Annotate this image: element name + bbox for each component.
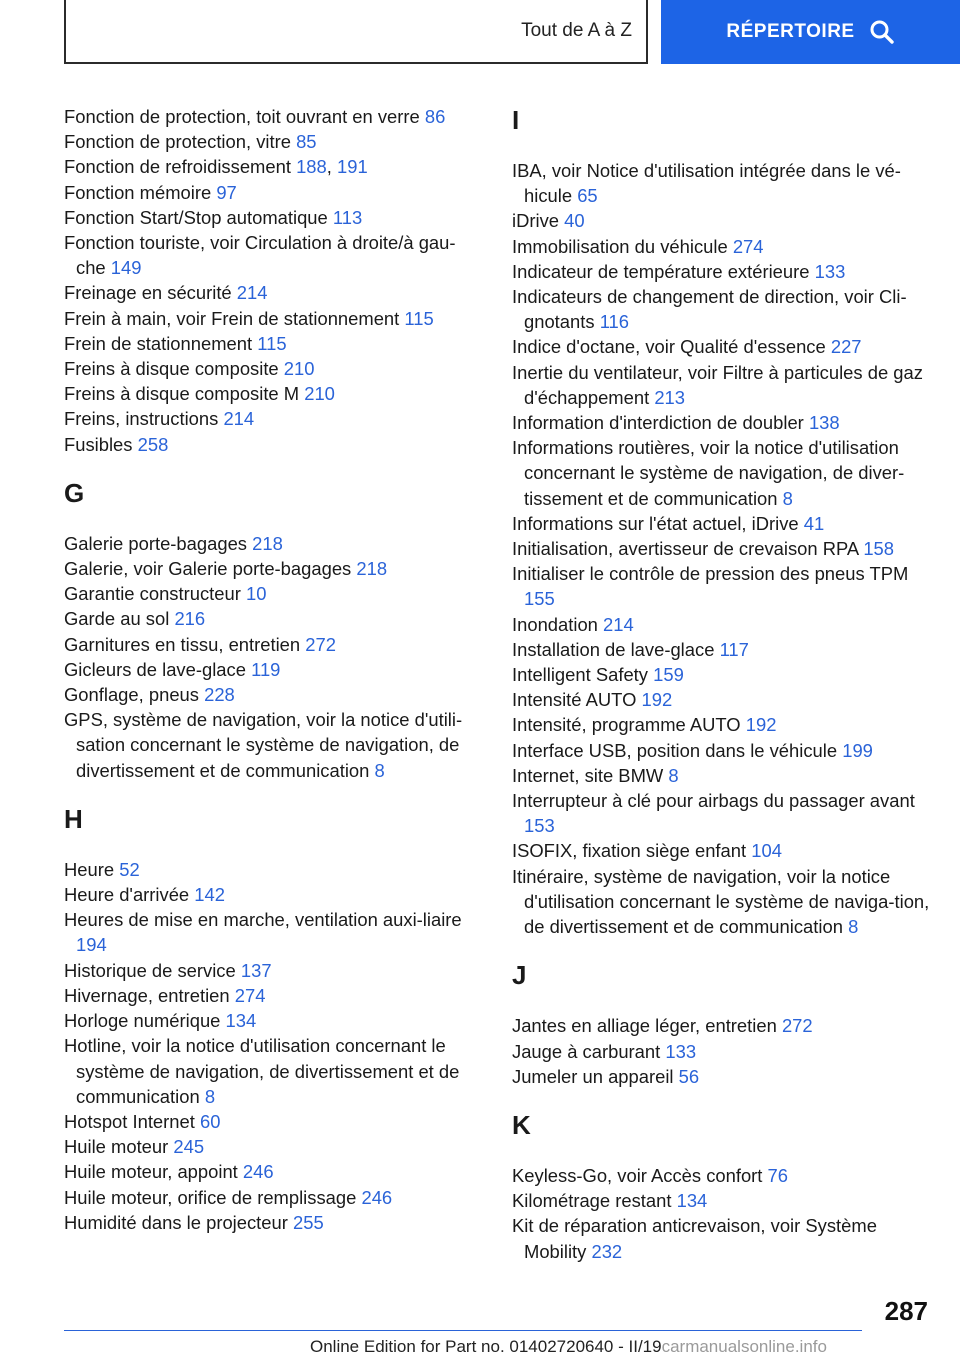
- index-entry: [64, 857, 484, 882]
- index-entry: [512, 1064, 932, 1089]
- index-entry-text: Immobilisation du véhicule: [512, 235, 728, 257]
- index-entry: [512, 360, 932, 410]
- index-entry-text: ISOFIX, fixation siège enfant: [512, 840, 747, 862]
- index-entry-text: Humidité dans le projecteur: [64, 1211, 288, 1233]
- page-link[interactable]: 133: [665, 1040, 697, 1062]
- index-letter: I: [512, 105, 520, 135]
- page-link[interactable]: 8: [204, 1085, 216, 1107]
- index-entry: [64, 306, 484, 331]
- index-entry-text: Garnitures en tissu, entretien: [64, 633, 301, 655]
- page-link[interactable]: 232: [591, 1240, 623, 1262]
- page-link[interactable]: 104: [751, 840, 782, 862]
- page-link[interactable]: 245: [173, 1136, 205, 1158]
- index-entry-text: Installation de lave-glace: [512, 638, 715, 660]
- index-entry-text: Fonction de refroidissement: [64, 156, 291, 178]
- index-entry-text: Huile moteur, orifice de remplissage: [64, 1186, 357, 1208]
- index-entry: Fonction de refroidissement 188, 191: [64, 156, 368, 178]
- section-header: [64, 0, 648, 64]
- page-link[interactable]: 218: [356, 558, 388, 580]
- index-entry: [512, 208, 932, 233]
- index-entry-text: Freins, instructions: [64, 408, 219, 430]
- index-letter: H: [64, 803, 83, 834]
- index-entry: [64, 104, 484, 129]
- page-link[interactable]: 218: [252, 532, 283, 554]
- page-link[interactable]: 115: [404, 307, 434, 329]
- page-link[interactable]: 214: [603, 613, 634, 635]
- index-entry: [512, 511, 932, 536]
- page-link[interactable]: 213: [654, 386, 685, 408]
- page-number: 287: [884, 1296, 928, 1326]
- index-entry-text: Kit de réparation anticrevaison, voir Système Mobility: [512, 1215, 877, 1262]
- index-entry: [512, 712, 932, 737]
- index-entry-text: Hotspot Internet: [64, 1110, 195, 1132]
- index-entry-text: Information d'interdiction de doubler: [512, 412, 804, 434]
- index-entry-text: Intelligent Safety: [512, 664, 648, 686]
- index-entry: [64, 432, 484, 457]
- index-entry-text: Fonction mémoire: [64, 181, 212, 203]
- page-link[interactable]: 97: [216, 181, 237, 203]
- index-entry-text: Inondation: [512, 613, 598, 635]
- index-entry: [512, 334, 932, 359]
- page-link[interactable]: 142: [194, 884, 225, 906]
- index-entry-text: Garde au sol: [64, 608, 170, 630]
- index-entry-text: Heure: [64, 858, 115, 880]
- index-entry-text: Fonction touriste, voir Circulation à droite/à gau-che: [64, 232, 456, 279]
- index-entry: [64, 1008, 484, 1033]
- index-entry: [64, 1109, 484, 1134]
- index-entry-text: Jauge à carburant: [512, 1040, 661, 1062]
- page-link[interactable]: 155: [524, 588, 555, 610]
- index-entry-text: Internet, site BMW: [512, 764, 664, 786]
- index-entry: [512, 410, 932, 435]
- index-entry: [512, 738, 932, 763]
- index-entry-text: Keyless-Go, voir Accès confort: [512, 1164, 763, 1186]
- page-link[interactable]: 133: [814, 260, 846, 282]
- index-letter: K: [512, 1109, 531, 1140]
- footer: [310, 1337, 827, 1357]
- index-letter: G: [64, 477, 85, 508]
- page-link[interactable]: 52: [119, 858, 140, 880]
- index-entry: [64, 581, 484, 606]
- index-letter: J: [512, 960, 527, 991]
- index-entry: [512, 284, 932, 334]
- index-entry-text: Informations sur l'état actuel, iDrive: [512, 512, 799, 534]
- index-tab[interactable]: [661, 0, 960, 64]
- footer-divider: [64, 1330, 862, 1331]
- index-entry-text: Itinéraire, système de navigation, voir la notice d'utilisation concernant le système de naviga-tion, de divertissement et de communication: [512, 865, 930, 938]
- index-entry: [64, 1185, 484, 1210]
- page-link[interactable]: 65: [577, 185, 598, 207]
- index-entry: [512, 158, 932, 208]
- page-link[interactable]: 56: [678, 1065, 700, 1087]
- page-link[interactable]: 137: [240, 959, 272, 981]
- index-entry: [64, 983, 484, 1008]
- page-link[interactable]: 272: [781, 1015, 813, 1037]
- section-title: Tout de A à Z: [521, 20, 632, 41]
- page-link[interactable]: 246: [242, 1161, 274, 1183]
- page-link[interactable]: 158: [863, 538, 894, 560]
- page-link[interactable]: 194: [76, 934, 107, 956]
- footer-edition: Online Edition for Part no. 01402720640 - II/19: [310, 1337, 662, 1356]
- index-entry-text: Freinage en sécurité: [64, 282, 232, 304]
- index-entry-text: Huile moteur, appoint: [64, 1161, 238, 1183]
- page-link[interactable]: 214: [223, 408, 255, 430]
- index-column-right: [512, 104, 932, 1264]
- index-entry: [512, 864, 932, 940]
- page-link[interactable]: 192: [745, 714, 777, 736]
- page-link[interactable]: 159: [653, 664, 684, 686]
- index-entry-text: Huile moteur: [64, 1136, 169, 1158]
- page-link[interactable]: 227: [830, 336, 862, 358]
- index-entry: [512, 234, 932, 259]
- index-entry: [64, 632, 484, 657]
- index-entry: [64, 406, 484, 431]
- index-entry: [64, 682, 484, 707]
- index-entry-text: Frein à main, voir Frein de stationnement: [64, 307, 400, 329]
- index-entry-text: Indicateur de température extérieure: [512, 260, 810, 282]
- page-link[interactable]: 149: [110, 257, 142, 279]
- index-entry: [64, 882, 484, 907]
- index-entry: [64, 707, 484, 783]
- page-link[interactable]: 8: [374, 759, 385, 781]
- index-entry: [512, 612, 932, 637]
- index-entry: [64, 1210, 484, 1235]
- index-entry: [64, 331, 484, 356]
- page-link[interactable]: 134: [676, 1190, 708, 1212]
- index-entry-text: IBA, voir Notice d'utilisation intégrée dans le vé-hicule: [512, 160, 901, 207]
- index-entry-text: Fonction de protection, toit ouvrant en verre: [64, 106, 420, 127]
- index-entry: [512, 763, 932, 788]
- index-entry: [64, 356, 484, 381]
- index-entry-text: Garantie constructeur: [64, 583, 241, 605]
- index-entry-text: Heure d'arrivée: [64, 884, 190, 906]
- index-entry-text: Initialiser le contrôle de pression des pneus TPM: [512, 563, 909, 585]
- index-entry: [64, 1033, 484, 1109]
- index-entry: [64, 230, 484, 280]
- page-link[interactable]: 119: [251, 658, 281, 680]
- index-entry: [64, 205, 484, 230]
- page-link[interactable]: 199: [842, 739, 873, 761]
- index-entry: [64, 531, 484, 556]
- index-entry: [64, 180, 484, 205]
- page-link[interactable]: 188: [296, 156, 327, 178]
- index-entry: [512, 1213, 932, 1263]
- page-link[interactable]: 117: [719, 638, 749, 660]
- index-entry-text: Gicleurs de lave-glace: [64, 658, 246, 680]
- index-entry: [64, 556, 484, 581]
- index-entry-text: Jantes en alliage léger, entretien: [512, 1015, 777, 1037]
- index-entry: [64, 958, 484, 983]
- index-entry-text: Freins à disque composite M: [64, 383, 300, 405]
- page-link[interactable]: 138: [808, 412, 840, 434]
- index-entry: [512, 1039, 932, 1064]
- index-entry-text: Heures de mise en marche, ventilation auxi-liaire: [64, 909, 462, 931]
- index-entry-text: Informations routières, voir la notice d'utilisation concernant le système de navigation, de diver-tissement et de communication: [512, 437, 905, 509]
- index-entry-text: Hivernage, entretien: [64, 984, 230, 1006]
- index-entry-text: Initialisation, avertisseur de crevaison RPA: [512, 538, 859, 560]
- index-entry-text: Galerie porte-bagages: [64, 532, 247, 554]
- index-entry-text: Fusibles: [64, 433, 133, 455]
- index-entry-text: Gonflage, pneus: [64, 684, 199, 706]
- index-tab-label: RÉPERTOIRE: [726, 21, 855, 42]
- index-entry-text: Hotline, voir la notice d'utilisation concernant le système de navigation, de divertissement et de communication: [64, 1035, 460, 1107]
- index-entry-text: Indice d'octane, voir Qualité d'essence: [512, 336, 826, 358]
- page-link[interactable]: 274: [234, 984, 266, 1006]
- page-link[interactable]: 113: [332, 206, 363, 228]
- page-link[interactable]: 210: [283, 358, 315, 380]
- index-entry-text: Fonction Start/Stop automatique: [64, 206, 328, 228]
- page-link[interactable]: 255: [293, 1211, 324, 1233]
- index-entry: [512, 1163, 932, 1188]
- page-link[interactable]: 115: [257, 332, 287, 354]
- page-link[interactable]: 228: [204, 684, 235, 706]
- index-entry-text: iDrive: [512, 210, 560, 232]
- page-link[interactable]: 153: [524, 815, 555, 837]
- index-entry: [64, 381, 484, 406]
- index-entry: [64, 606, 484, 631]
- index-entry: [64, 1134, 484, 1159]
- index-entry-text: Jumeler un appareil: [512, 1065, 674, 1087]
- page-link[interactable]: 41: [803, 512, 825, 534]
- page-link[interactable]: 192: [641, 689, 673, 711]
- index-entry-text: Frein de stationnement: [64, 332, 253, 354]
- page-link[interactable]: 210: [304, 383, 335, 405]
- index-entry-text: Historique de service: [64, 959, 236, 981]
- index-entry-text: Interrupteur à clé pour airbags du passager avant: [512, 790, 915, 812]
- page-link[interactable]: 8: [668, 764, 679, 786]
- page-link[interactable]: 8: [782, 487, 793, 509]
- page-link[interactable]: 134: [225, 1010, 257, 1032]
- index-entry: [512, 536, 932, 561]
- page-link[interactable]: 272: [305, 633, 336, 655]
- index-entry: [512, 1188, 932, 1213]
- footer-brand: carmanualsonline.info: [661, 1337, 827, 1356]
- index-entry: [512, 788, 932, 838]
- index-entry: [512, 435, 932, 511]
- page-link[interactable]: 214: [236, 282, 268, 304]
- search-icon[interactable]: [869, 19, 895, 45]
- index-entry-text: Kilométrage restant: [512, 1190, 672, 1212]
- index-entry-text: Inertie du ventilateur, voir Filtre à particules de gaz d'échappement: [512, 361, 923, 408]
- page-link[interactable]: 76: [767, 1164, 789, 1186]
- index-entry-text: Fonction de protection, vitre: [64, 131, 291, 153]
- page-link[interactable]: 86: [424, 106, 446, 127]
- page-link[interactable]: 246: [361, 1186, 393, 1208]
- index-entry: [512, 637, 932, 662]
- page-link[interactable]: 191: [336, 156, 368, 178]
- page-link[interactable]: 85: [296, 131, 317, 153]
- page-link[interactable]: 8: [848, 916, 859, 938]
- index-entry-text: Intensité, programme AUTO: [512, 714, 741, 736]
- index-entry-text: Interface USB, position dans le véhicule: [512, 739, 838, 761]
- page-link[interactable]: 60: [199, 1110, 221, 1132]
- page-link[interactable]: 274: [732, 235, 764, 257]
- page-link[interactable]: 258: [137, 433, 169, 455]
- index-entry-text: Indicateurs de changement de direction, voir Cli-gnotants: [512, 286, 907, 333]
- index-entry: [512, 561, 932, 611]
- index-entry: [512, 687, 932, 712]
- index-column-left: [64, 104, 484, 1235]
- page-link[interactable]: 116: [599, 311, 630, 333]
- index-entry: [512, 259, 932, 284]
- index-entry: [512, 838, 932, 863]
- page-link[interactable]: 216: [174, 608, 206, 630]
- index-entry: [512, 1013, 932, 1038]
- index-entry: [512, 662, 932, 687]
- index-entry-text: Horloge numérique: [64, 1010, 221, 1032]
- index-entry-text: Galerie, voir Galerie porte-bagages: [64, 558, 352, 580]
- index-entry: [64, 280, 484, 305]
- index-entry: [64, 907, 484, 957]
- index-entry: [64, 657, 484, 682]
- page-link[interactable]: 40: [564, 210, 585, 232]
- index-entry-text: GPS, système de navigation, voir la notice d'utili-sation concernant le système de navigation, de divertissement et de communication: [64, 709, 463, 781]
- index-entry: [64, 129, 484, 154]
- index-entry: [64, 1159, 484, 1184]
- page-link[interactable]: 10: [245, 583, 267, 605]
- index-entry-text: Intensité AUTO: [512, 689, 637, 711]
- index-entry-text: Freins à disque composite: [64, 358, 279, 380]
